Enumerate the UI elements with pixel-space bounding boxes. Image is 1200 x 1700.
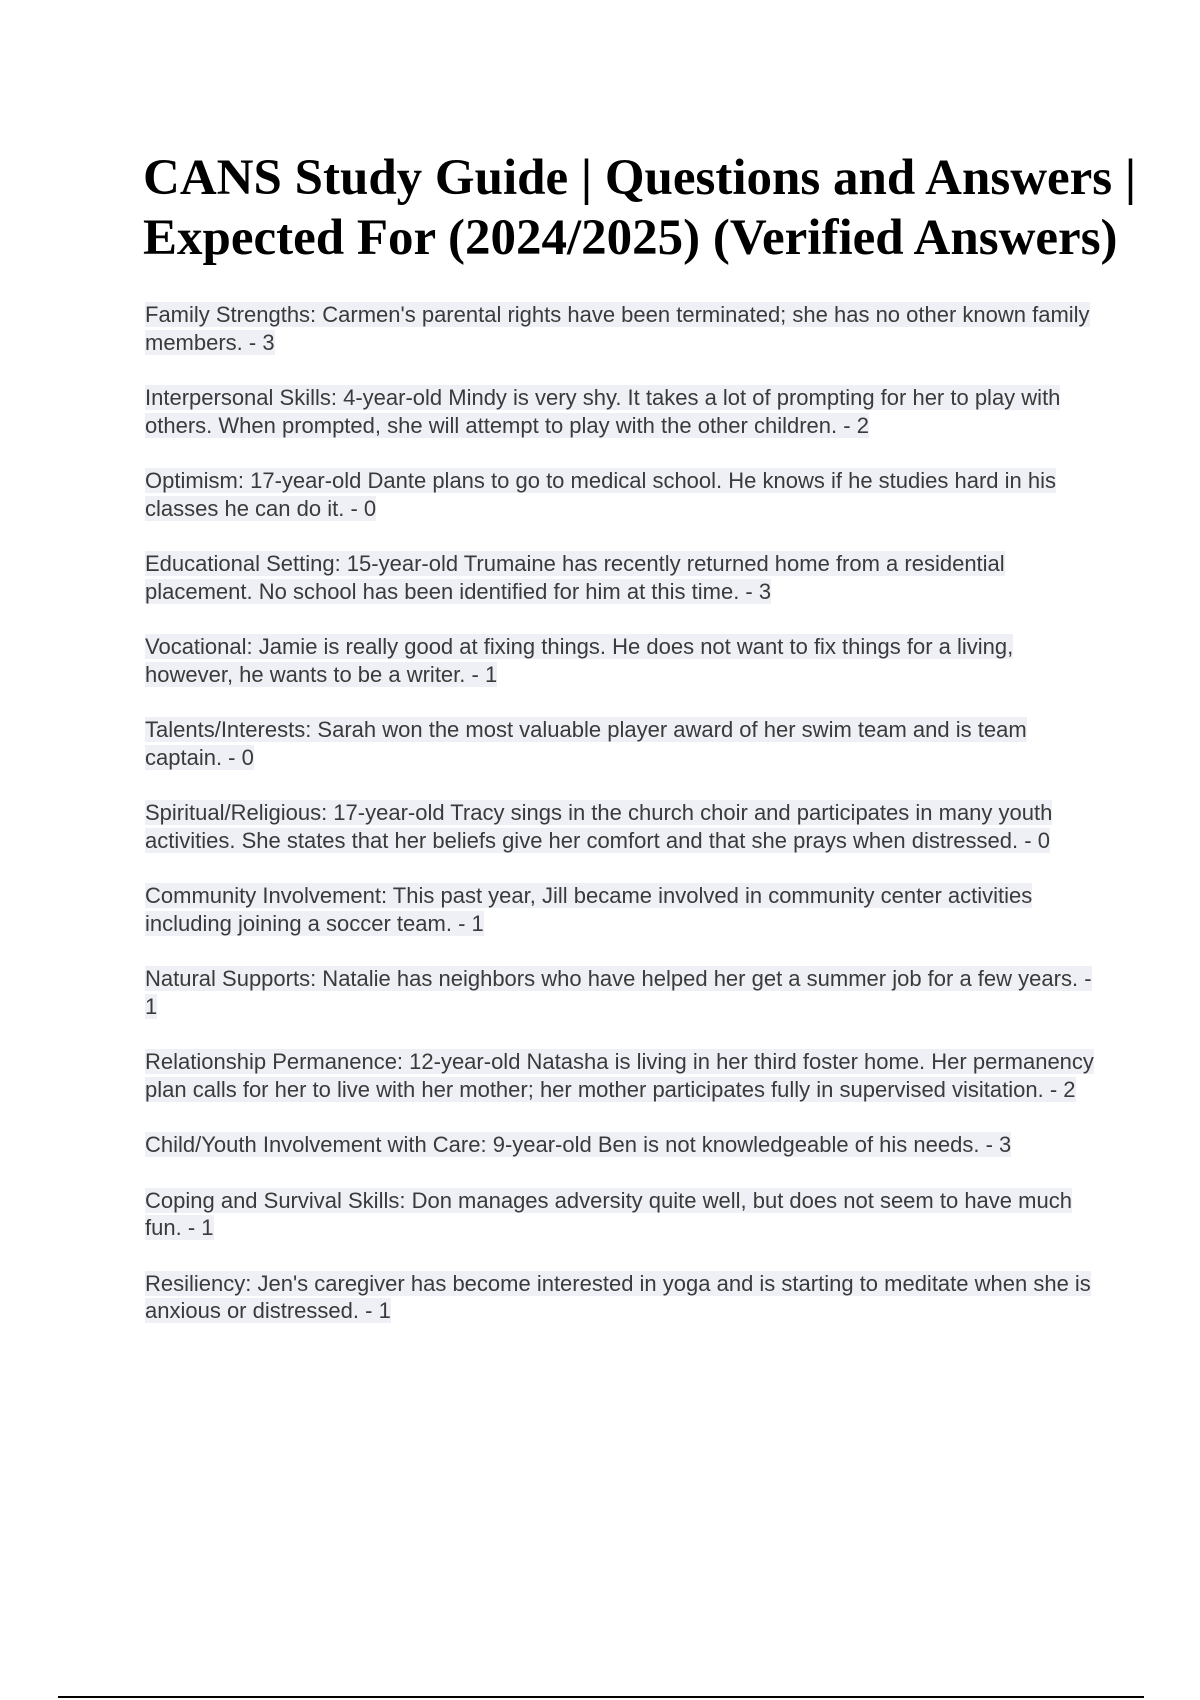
answer-value: 3 [262,329,275,355]
answer-value: 0 [363,495,377,521]
answer-value: 0 [241,744,254,770]
question-text: Educational Setting: 15-year-old Trumaine has recently returned home from a residential placement. No school has been identified for him at this time. [145,551,1005,604]
qa-highlight: Vocational: Jamie is really good at fixing things. He does not want to fix things for a living, however, he wants to be a writer. - 1 [145,634,1014,687]
qa-item [145,1048,1105,1103]
answer-value: 1 [484,661,498,687]
qa-item [145,716,1105,771]
question-text: Resiliency: Jen's caregiver has become interested in yoga and is starting to meditate when she is anxious or distressed. [145,1270,1091,1323]
qa-highlight: Natural Supports: Natalie has neighbors who have helped her get a summer job for a few years. - 1 [145,966,1092,1019]
qa-list [145,301,1105,1353]
question-text: Family Strengths: Carmen's parental rights have been terminated; she has no other known family members. [145,302,1090,355]
answer-value: 2 [1063,1076,1076,1102]
qa-highlight: Coping and Survival Skills: Don manages adversity quite well, but does not seem to have much fun. - 1 [145,1187,1072,1240]
question-text: Community Involvement: This past year, Jill became involved in community center activities including joining a soccer team. [145,883,1033,936]
qa-item [145,965,1105,1020]
qa-item [145,1187,1105,1242]
answer-value: 3 [758,578,772,604]
question-text: Child/Youth Involvement with Care: 9-year-old Ben is not knowledgeable of his needs. [145,1132,980,1157]
answer-value: 1 [471,910,484,936]
question-text: Relationship Permanence: 12-year-old Natasha is living in her third foster home. Her permanency plan calls for her to live with her mother; her mother participates fully in supervised visitation. [145,1049,1094,1102]
qa-item [145,799,1105,854]
qa-highlight: Interpersonal Skills: 4-year-old Mindy is very shy. It takes a lot of prompting for her to play with others. When prompted, she will attempt to play with the other children. - 2 [145,385,1061,438]
qa-highlight: Educational Setting: 15-year-old Trumaine has recently returned home from a residential placement. No school has been identified for him at this time. - 3 [145,551,1005,604]
question-text: Natural Supports: Natalie has neighbors who have helped her get a summer job for a few years. [145,966,1079,991]
answer-value: 3 [999,1132,1012,1157]
answer-value: 2 [856,412,869,438]
question-text: Talents/Interests: Sarah won the most valuable player award of her swim team and is team captain. [145,717,1027,770]
question-text: Interpersonal Skills: 4-year-old Mindy is very shy. It takes a lot of prompting for her to play with others. When prompted, she will attempt to play with the other children. [145,385,1061,438]
answer-value: 1 [378,1298,391,1323]
qa-item [145,1270,1105,1325]
question-text: Optimism: 17-year-old Dante plans to go to medical school. He knows if he studies hard in his classes he can do it. [145,468,1056,521]
qa-item [145,384,1105,439]
qa-highlight: Talents/Interests: Sarah won the most valuable player award of her swim team and is team captain. - 0 [145,717,1027,770]
qa-item [145,467,1105,522]
qa-item [145,633,1105,688]
question-text: Spiritual/Religious: 17-year-old Tracy sings in the church choir and participates in many youth activities. She states that her beliefs give her comfort and that she prays when distressed. [145,800,1053,853]
qa-item [145,882,1105,937]
qa-highlight: Community Involvement: This past year, Jill became involved in community center activities including joining a soccer team. - 1 [145,883,1033,936]
qa-item [145,301,1105,356]
qa-item [145,1131,1105,1159]
qa-item [145,550,1105,605]
qa-highlight: Resiliency: Jen's caregiver has become interested in yoga and is starting to meditate when she is anxious or distressed. - 1 [145,1270,1091,1323]
question-text: Coping and Survival Skills: Don manages adversity quite well, but does not seem to have much fun. [145,1187,1072,1240]
question-text: Vocational: Jamie is really good at fixing things. He does not want to fix things for a living, however, he wants to be a writer. [145,634,1014,687]
qa-highlight: Spiritual/Religious: 17-year-old Tracy sings in the church choir and participates in many youth activities. She states that her beliefs give her comfort and that she prays when distressed. - 0 [145,800,1053,853]
qa-highlight: Child/Youth Involvement with Care: 9-year-old Ben is not knowledgeable of his needs. - 3 [145,1132,1012,1157]
page-title: CANS Study Guide | Questions and Answers | Expected For (2024/2025) (Verified Answers) [143,150,1137,266]
qa-highlight: Optimism: 17-year-old Dante plans to go to medical school. He knows if he studies hard in his classes he can do it. - 0 [145,468,1056,521]
answer-value: 1 [145,993,158,1019]
qa-highlight: Relationship Permanence: 12-year-old Natasha is living in her third foster home. Her permanency plan calls for her to live with her mother; her mother participates fully in supervised visitation. - 2 [145,1049,1094,1102]
answer-value: 0 [1037,827,1050,853]
footer-divider [58,1696,1144,1698]
answer-value: 1 [201,1215,214,1240]
qa-highlight: Family Strengths: Carmen's parental rights have been terminated; she has no other known family members. - 3 [145,302,1090,355]
